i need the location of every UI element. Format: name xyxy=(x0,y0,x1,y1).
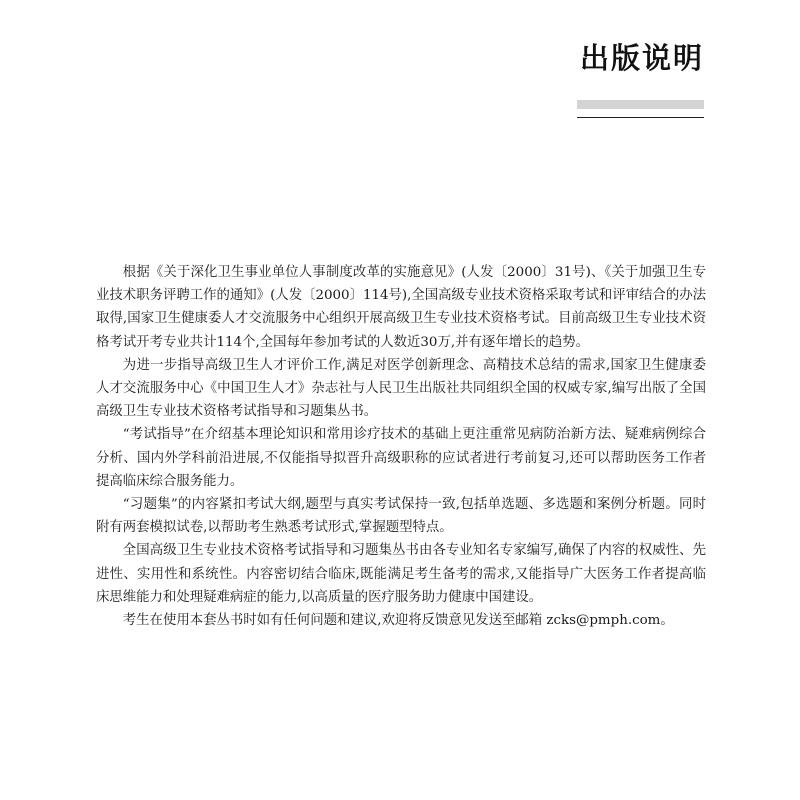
title-underline xyxy=(577,117,704,118)
paragraph-4: “习题集”的内容紧扣考试大纲,题型与真实考试保持一致,包括单选题、多选题和案例分析题。同时附有两套模拟试卷,以帮助考生熟悉考试形式,掌握题型特点。 xyxy=(96,497,706,536)
paragraph-2: 为进一步指导高级卫生人才评价工作,满足对医学创新理念、高精技术总结的需求,国家卫生健康委人才交流服务中心《中国卫生人才》杂志社与人民卫生出版社共同组织全国的权威专家,编写出版了全国高级卫生专业技术资格考试指导和习题集丛书。 xyxy=(96,357,706,420)
paragraph-5: 全国高级卫生专业技术资格考试指导和习题集丛书由各专业知名专家编写,确保了内容的权威性、先进性、实用性和系统性。内容密切结合临床,既能满足考生备考的需求,又能指导广大医务工作者提高临床思维能力和处理疑难病症的能力,以高质量的医疗服务助力健康中国建设。 xyxy=(96,543,706,605)
title-decoration-bar xyxy=(577,100,704,109)
paragraph-3: “考试指导”在介绍基本理论知识和常用诊疗技术的基础上更注重常见病防治新方法、疑难病例综合分析、国内外学科前沿进展,不仅能指导拟晋升高级职称的应试者进行考前复习,还可以帮助医务工作者提高临床综合服务能力。 xyxy=(96,427,706,489)
page-title: 出版说明 xyxy=(579,41,704,75)
body-text xyxy=(96,261,706,632)
paragraph-1: 根据《关于深化卫生事业单位人事制度改革的实施意见》(人发〔2000〕31号)、《关于加强卫生专业技术职务评聘工作的通知》(人发〔2000〕114号),全国高级专业技术资格采取考试和评审结合的办法取得,国家卫生健康委人才交流服务中心组织开展高级卫生专业技术资格考试。目前高级卫生专业技术资格考试开考专业共计114个,全国每年参加考试的人数近30万,并有逐年增长的趋势。 xyxy=(96,265,706,350)
paragraph-6: 考生在使用本套丛书时如有任何问题和建议,欢迎将反馈意见发送至邮箱 zcks@pmph.com。 xyxy=(122,613,674,629)
